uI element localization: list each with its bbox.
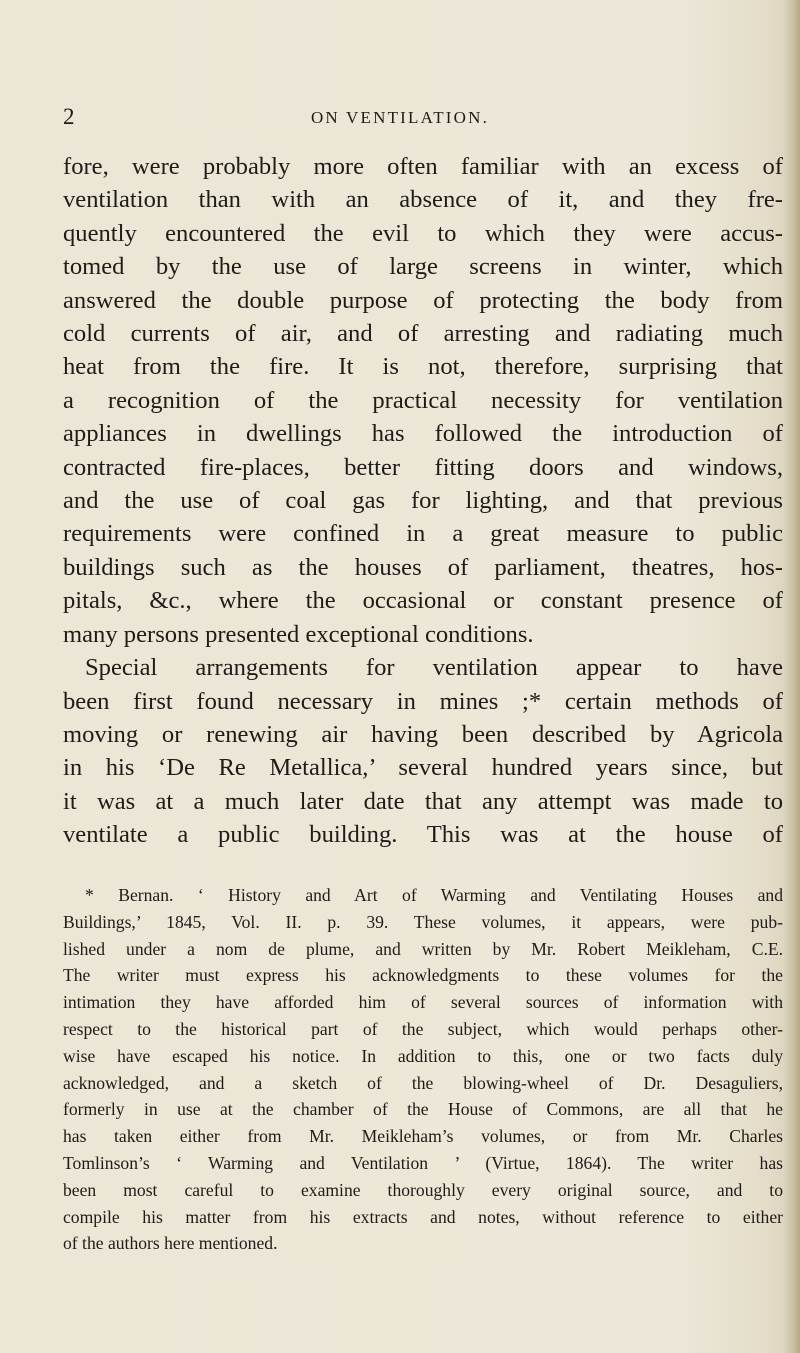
body-line: in his ‘De Re Metallica,’ several hundred years since, but	[63, 754, 783, 782]
footnote-line: Buildings,’ 1845, Vol. II. p. 39. These volumes, it appears, were pub-	[63, 911, 783, 932]
footnote-line: of the authors here mentioned.	[63, 1233, 278, 1254]
body-line: requirements were confined in a great measure to public	[63, 520, 783, 548]
body-line: it was at a much later date that any attempt was made to	[63, 787, 783, 815]
footnote-line: The writer must express his acknowledgments to these volumes for the	[63, 965, 783, 986]
body-line: been first found necessary in mines ;* certain methods of	[63, 687, 783, 715]
body-line: quently encountered the evil to which they were accus-	[63, 219, 783, 247]
footnote-line: Tomlinson’s ‘ Warming and Ventilation ’ (Virtue, 1864). The writer has	[63, 1152, 783, 1173]
footnote-line: has taken either from Mr. Meikleham’s volumes, or from Mr. Charles	[63, 1126, 783, 1147]
page-header	[0, 104, 800, 130]
body-line: cold currents of air, and of arresting and radiating much	[63, 320, 783, 348]
footnote-line: been most careful to examine thoroughly every original source, and to	[63, 1179, 783, 1200]
body-line: pitals, &c., where the occasional or constant presence of	[63, 587, 783, 615]
body-line: appliances in dwellings has followed the introduction of	[63, 420, 783, 448]
footnote-line: wise have escaped his notice. In addition to this, one or two facts duly	[63, 1045, 783, 1066]
body-line: a recognition of the practical necessity for ventilation	[63, 386, 783, 414]
body-line: answered the double purpose of protecting the body from	[63, 286, 783, 314]
body-line: ventilate a public building. This was at the house of	[63, 821, 783, 849]
body-line: moving or renewing air having been described by Agricola	[63, 720, 783, 748]
body-line: and the use of coal gas for lighting, and that previous	[63, 487, 783, 515]
footnote	[63, 882, 783, 1257]
page-edge-shadow	[784, 0, 800, 1353]
body-text	[63, 150, 783, 852]
body-line: ventilation than with an absence of it, and they fre-	[63, 186, 783, 214]
footnote-line: * Bernan. ‘ History and Art of Warming and Ventilating Houses and	[85, 885, 783, 905]
footnote-line: lished under a nom de plume, and written by Mr. Robert Meikleham, C.E.	[63, 938, 783, 959]
footnote-line: formerly in use at the chamber of the House of Commons, are all that he	[63, 1099, 783, 1120]
footnote-line: respect to the historical part of the subject, which would perhaps other-	[63, 1018, 783, 1039]
footnote-line: compile his matter from his extracts and notes, without reference to either	[63, 1206, 783, 1227]
page-number: 2	[63, 104, 75, 129]
body-line: heat from the fire. It is not, therefore, surprising that	[63, 353, 783, 381]
body-line: tomed by the use of large screens in winter, which	[63, 253, 783, 281]
body-line: Special arrangements for ventilation appear to have	[85, 654, 783, 682]
footnote-line: intimation they have afforded him of several sources of information with	[63, 992, 783, 1013]
body-line: buildings such as the houses of parliament, theatres, hos-	[63, 553, 783, 581]
running-head: ON VENTILATION.	[310, 108, 490, 127]
body-line: contracted fire-places, better fitting doors and windows,	[63, 453, 783, 481]
body-line: fore, were probably more often familiar with an excess of	[63, 153, 783, 180]
body-line: many persons presented exceptional conditions.	[63, 620, 534, 648]
footnote-line: acknowledged, and a sketch of the blowing-wheel of Dr. Desaguliers,	[63, 1072, 783, 1093]
